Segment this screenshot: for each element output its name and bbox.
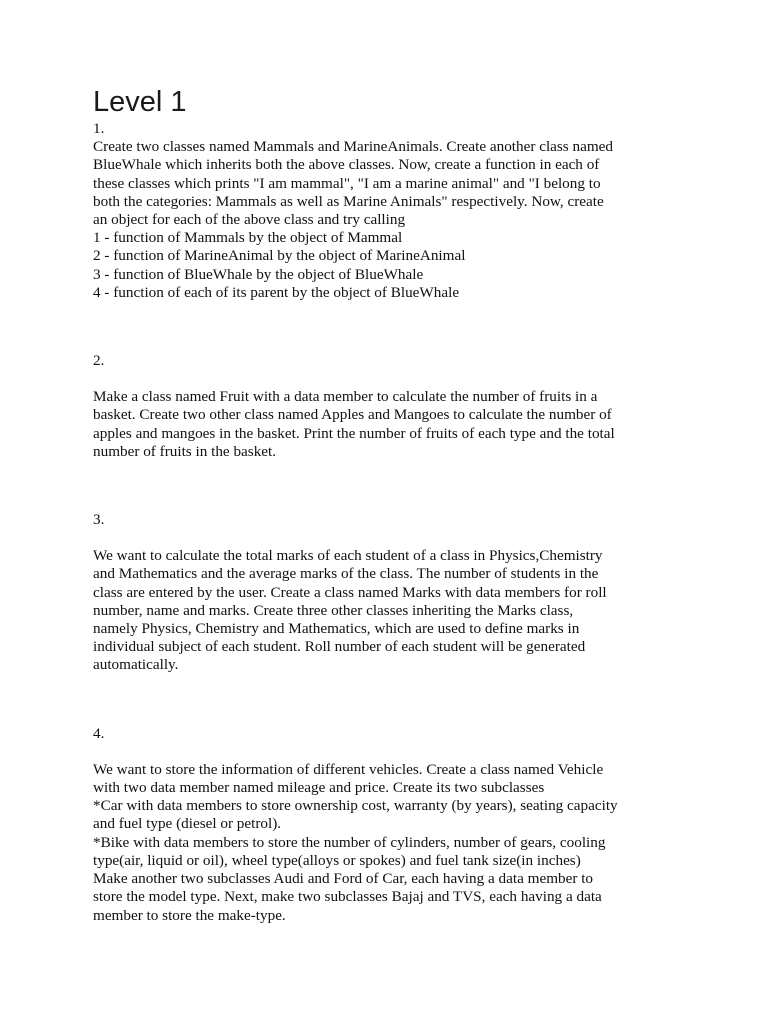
question-text-line: apples and mangoes in the basket. Print the number of fruits of each type and the total — [93, 424, 615, 442]
question-2 — [93, 352, 693, 461]
question-text-line: basket. Create two other class named Apples and Mangoes to calculate the number of — [93, 406, 612, 424]
question-text-line: and Mathematics and the average marks of the class. The number of students in the — [93, 565, 599, 583]
document-page — [93, 84, 693, 925]
list-item: 2 - function of MarineAnimal by the object of MarineAnimal — [93, 247, 466, 265]
question-text-line: an object for each of the above class and try calling — [93, 211, 406, 229]
question-1 — [93, 120, 693, 302]
question-text-line: Create two classes named Mammals and MarineAnimals. Create another class named — [93, 138, 614, 156]
question-number: 4. — [93, 724, 105, 742]
question-text-line: automatically. — [93, 656, 179, 674]
question-text-line: member to store the make-type. — [93, 906, 286, 924]
question-text-line: type(air, liquid or oil), wheel type(alloys or spokes) and fuel tank size(in inches) — [93, 851, 581, 869]
question-3 — [93, 511, 693, 675]
question-text-line: namely Physics, Chemistry and Mathematics, which are used to define marks in — [93, 620, 580, 638]
list-item: 3 - function of BlueWhale by the object of BlueWhale — [93, 265, 424, 283]
question-text-line: both the categories: Mammals as well as Marine Animals" respectively. Now, create — [93, 192, 604, 210]
question-text-line: *Bike with data members to store the number of cylinders, number of gears, cooling — [93, 833, 606, 851]
list-item: 1 - function of Mammals by the object of Mammal — [93, 229, 403, 247]
question-text-line: these classes which prints "I am mammal", "I am a marine animal" and "I belong to — [93, 174, 601, 192]
question-4 — [93, 725, 693, 925]
question-text-line: Make a class named Fruit with a data member to calculate the number of fruits in a — [93, 388, 598, 406]
question-text-line: *Car with data members to store ownership cost, warranty (by years), seating capacity — [93, 797, 618, 815]
question-text-line: number of fruits in the basket. — [93, 442, 277, 460]
question-text-line: We want to store the information of different vehicles. Create a class named Vehicle — [93, 760, 604, 778]
question-number: 1. — [93, 120, 105, 137]
list-item: 4 - function of each of its parent by the object of BlueWhale — [93, 283, 460, 301]
question-text-line: store the model type. Next, make two subclasses Bajaj and TVS, each having a data — [93, 888, 602, 906]
question-text-line: BlueWhale which inherits both the above classes. Now, create a function in each of — [93, 156, 600, 174]
question-text-line: and fuel type (diesel or petrol). — [93, 815, 282, 833]
question-text-line: Make another two subclasses Audi and Ford of Car, each having a data member to — [93, 870, 594, 888]
question-text-line: We want to calculate the total marks of each student of a class in Physics,Chemistry — [93, 547, 603, 565]
question-text-line: individual subject of each student. Roll number of each student will be generated — [93, 638, 586, 656]
question-text-line: number, name and marks. Create three other classes inheriting the Marks class, — [93, 601, 574, 619]
question-text-line: with two data member named mileage and price. Create its two subclasses — [93, 779, 545, 797]
question-text-line: class are entered by the user. Create a class named Marks with data members for roll — [93, 583, 607, 601]
page-title: Level 1 — [93, 86, 187, 118]
question-number: 2. — [93, 352, 105, 370]
question-number: 3. — [93, 511, 105, 529]
